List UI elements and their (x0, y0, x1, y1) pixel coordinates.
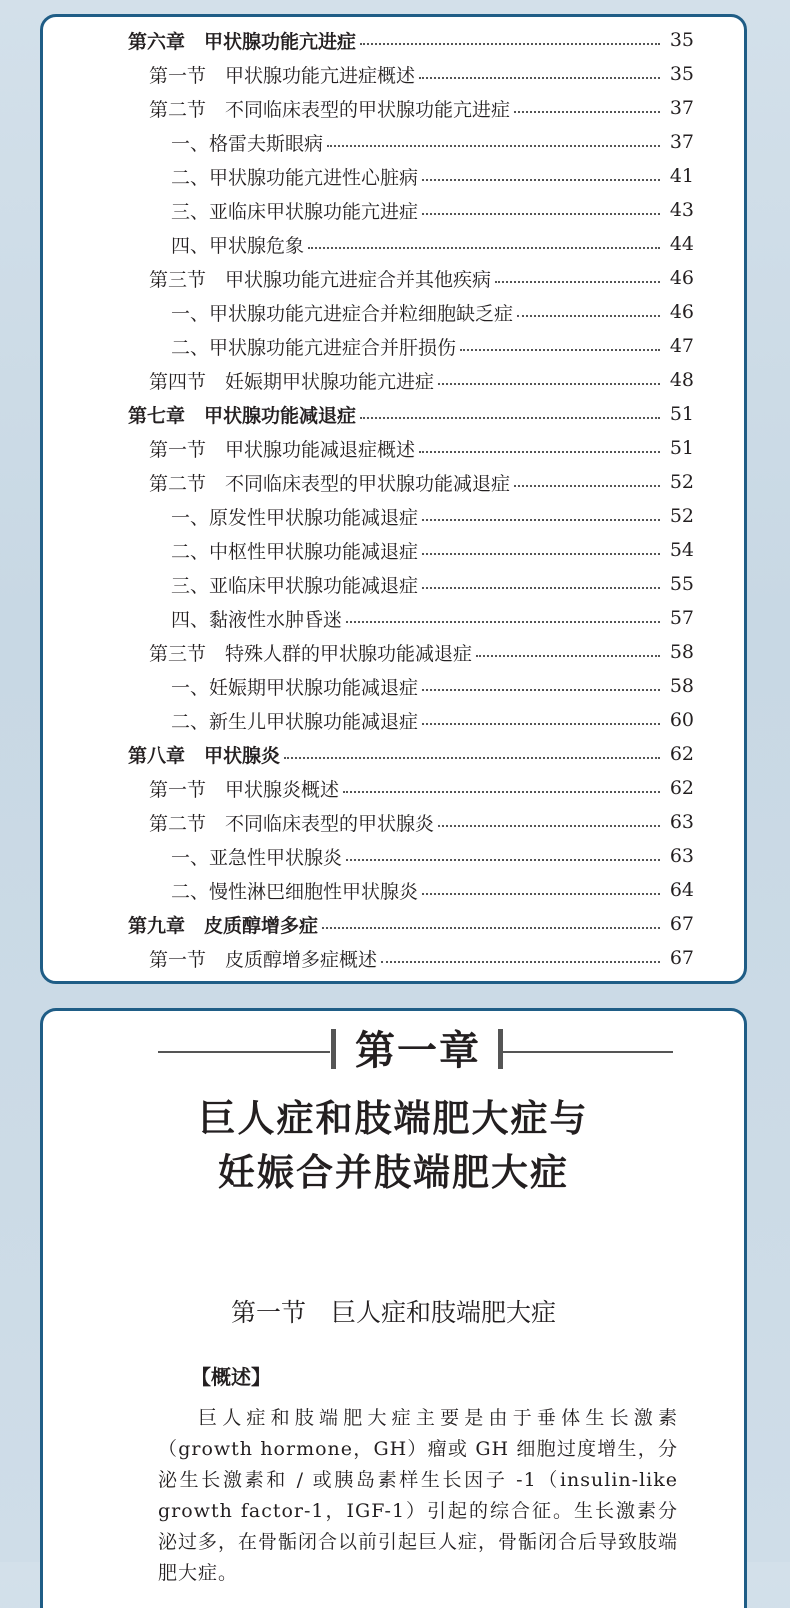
toc-entry-page: 63 (669, 845, 694, 867)
toc-entry[interactable] (43, 635, 744, 669)
toc-entry[interactable] (43, 907, 744, 941)
toc-entry-page: 62 (669, 743, 694, 765)
toc-entry-label: 二、中枢性甲状腺功能减退症 (171, 540, 419, 563)
toc-entry-page: 44 (669, 233, 694, 255)
toc-leader-dots (422, 723, 660, 725)
section-title: 第一节 巨人症和肢端肥大症 (230, 1298, 556, 1327)
toc-entry-label: 第二节 不同临床表型的甲状腺炎 (149, 812, 435, 835)
toc-entry[interactable] (43, 125, 744, 159)
toc-entry-label: 一、妊娠期甲状腺功能减退症 (171, 676, 419, 699)
toc-entry-label: 四、黏液性水肿昏迷 (171, 608, 343, 631)
toc-entry[interactable] (43, 23, 744, 57)
toc-entry[interactable] (43, 329, 744, 363)
toc-leader-dots (308, 247, 660, 249)
toc-entry[interactable] (43, 533, 744, 567)
toc-entry-label: 第一节 甲状腺功能亢进症概述 (149, 64, 416, 87)
toc-entry-label: 四、甲状腺危象 (171, 234, 305, 257)
toc-entry[interactable] (43, 465, 744, 499)
toc-entry-label: 第七章 甲状腺功能减退症 (128, 404, 357, 427)
toc-entry[interactable] (43, 295, 744, 329)
toc-leader-dots (438, 825, 660, 827)
toc-entry-page: 67 (669, 947, 694, 969)
toc-leader-dots (422, 689, 660, 691)
toc-leader-dots (438, 383, 660, 385)
toc-entry-label: 三、亚临床甲状腺功能减退症 (171, 574, 419, 597)
chapter-title (43, 1091, 744, 1199)
toc-leader-dots (422, 519, 660, 521)
toc-entry-page: 35 (669, 63, 694, 85)
toc-leader-dots (360, 417, 660, 419)
toc-entry-label: 第一节 皮质醇增多症概述 (149, 948, 378, 971)
chapter-heading (43, 1027, 744, 1077)
toc-entry-label: 一、甲状腺功能亢进症合并粒细胞缺乏症 (171, 302, 514, 325)
toc-entry-label: 二、甲状腺功能亢进性心脏病 (171, 166, 419, 189)
toc-leader-dots (514, 111, 660, 113)
toc-leader-dots (360, 43, 660, 45)
chapter-card (40, 1008, 747, 1608)
toc-entry-label: 一、原发性甲状腺功能减退症 (171, 506, 419, 529)
overview-label: 【概述】 (191, 1365, 271, 1389)
toc-entry-page: 52 (669, 505, 694, 527)
toc-leader-dots (422, 553, 660, 555)
toc-entry-page: 48 (669, 369, 694, 391)
toc-leader-dots (419, 451, 660, 453)
chapter-rule-right (503, 1051, 673, 1053)
toc-entry[interactable] (43, 261, 744, 295)
toc-entry-label: 第九章 皮质醇增多症 (128, 914, 319, 937)
toc-entry-page: 43 (669, 199, 694, 221)
toc-entry-page: 57 (669, 607, 694, 629)
toc-entry-page: 58 (669, 641, 694, 663)
toc-entry-page: 55 (669, 573, 694, 595)
toc-entry-label: 第二节 不同临床表型的甲状腺功能减退症 (149, 472, 511, 495)
toc-leader-dots (322, 927, 660, 929)
toc-entry-page: 46 (669, 267, 694, 289)
toc-entry[interactable] (43, 397, 744, 431)
toc-entry-label: 一、亚急性甲状腺炎 (171, 846, 343, 869)
toc-entry[interactable] (43, 601, 744, 635)
toc-entry[interactable] (43, 737, 744, 771)
toc-leader-dots (381, 961, 660, 963)
toc-entry[interactable] (43, 839, 744, 873)
toc-entry-label: 第三节 特殊人群的甲状腺功能减退症 (149, 642, 473, 665)
chapter-bar-left (331, 1029, 336, 1069)
toc-leader-dots (422, 587, 660, 589)
toc-entry-label: 一、格雷夫斯眼病 (171, 132, 324, 155)
chapter-title-line1: 巨人症和肢端肥大症与 (198, 1096, 589, 1140)
toc-entry[interactable] (43, 193, 744, 227)
toc-entry[interactable] (43, 159, 744, 193)
toc-entry-label: 第一节 甲状腺炎概述 (149, 778, 340, 801)
toc-entry[interactable] (43, 91, 744, 125)
toc-entry-page: 64 (669, 879, 694, 901)
toc-entry-page: 37 (669, 131, 694, 153)
toc-entry-label: 二、慢性淋巴细胞性甲状腺炎 (171, 880, 419, 903)
toc-entry-page: 35 (669, 29, 694, 51)
toc-leader-dots (284, 757, 660, 759)
toc-entry-page: 37 (669, 97, 694, 119)
chapter-label: 第一章 (355, 1027, 481, 1074)
toc-leader-dots (343, 791, 660, 793)
toc-card (40, 14, 747, 984)
toc-entry-page: 67 (669, 913, 694, 935)
toc-entry-page: 47 (669, 335, 694, 357)
toc-entry[interactable] (43, 771, 744, 805)
toc-leader-dots (517, 315, 660, 317)
toc-leader-dots (422, 213, 660, 215)
toc-leader-dots (419, 77, 660, 79)
toc-entry[interactable] (43, 941, 744, 975)
toc-entry-page: 63 (669, 811, 694, 833)
toc-leader-dots (346, 621, 660, 623)
toc-entry-page: 51 (669, 403, 694, 425)
toc-entry-page: 58 (669, 675, 694, 697)
toc-leader-dots (476, 655, 660, 657)
toc-entry-label: 第一节 甲状腺功能减退症概述 (149, 438, 416, 461)
chapter-bar-right (498, 1029, 503, 1069)
toc-entry-label: 二、甲状腺功能亢进症合并肝损伤 (171, 336, 457, 359)
toc-leader-dots (495, 281, 660, 283)
toc-entry-page: 54 (669, 539, 694, 561)
toc-leader-dots (422, 179, 660, 181)
toc-entry[interactable] (43, 703, 744, 737)
toc-entry-page: 41 (669, 165, 694, 187)
toc-entry-page: 46 (669, 301, 694, 323)
toc-entry-label: 第六章 甲状腺功能亢进症 (128, 30, 357, 53)
toc-entry[interactable] (43, 227, 744, 261)
toc-entry[interactable] (43, 431, 744, 465)
toc-entry-label: 第四节 妊娠期甲状腺功能亢进症 (149, 370, 435, 393)
toc-entry-page: 60 (669, 709, 694, 731)
chapter-title-line2: 妊娠合并肢端肥大症 (218, 1150, 569, 1194)
toc-entry[interactable] (43, 57, 744, 91)
toc-leader-dots (422, 893, 660, 895)
toc-leader-dots (327, 145, 660, 147)
toc-entry-page: 52 (669, 471, 694, 493)
toc-entry-label: 三、亚临床甲状腺功能亢进症 (171, 200, 419, 223)
toc-entry[interactable] (43, 873, 744, 907)
toc-entry-label: 第八章 甲状腺炎 (128, 744, 281, 767)
toc-leader-dots (346, 859, 660, 861)
overview-paragraph: 巨人症和肢端肥大症主要是由于垂体生长激素（growth hormone，GH）瘤或 GH 细胞过度增生，分泌生长激素和 / 或胰岛素样生长因子 -1（insulin-like growth factor-1，IGF-1）引起的综合征。生长激素分泌过多，在骨骺闭合以前引起巨人症，骨骺闭合后导致肢端肥大症。 (158, 1407, 679, 1584)
toc-entry[interactable] (43, 363, 744, 397)
toc-entry[interactable] (43, 805, 744, 839)
chapter-rule-left (158, 1051, 330, 1053)
toc-entry-page: 62 (669, 777, 694, 799)
toc-leader-dots (460, 349, 660, 351)
toc-entry-page: 51 (669, 437, 694, 459)
toc-entry-label: 二、新生儿甲状腺功能减退症 (171, 710, 419, 733)
toc-entry[interactable] (43, 567, 744, 601)
toc-entry[interactable] (43, 499, 744, 533)
toc-entry-label: 第三节 甲状腺功能亢进症合并其他疾病 (149, 268, 492, 291)
toc-entry[interactable] (43, 669, 744, 703)
toc-leader-dots (514, 485, 660, 487)
toc-entry-label: 第二节 不同临床表型的甲状腺功能亢进症 (149, 98, 511, 121)
